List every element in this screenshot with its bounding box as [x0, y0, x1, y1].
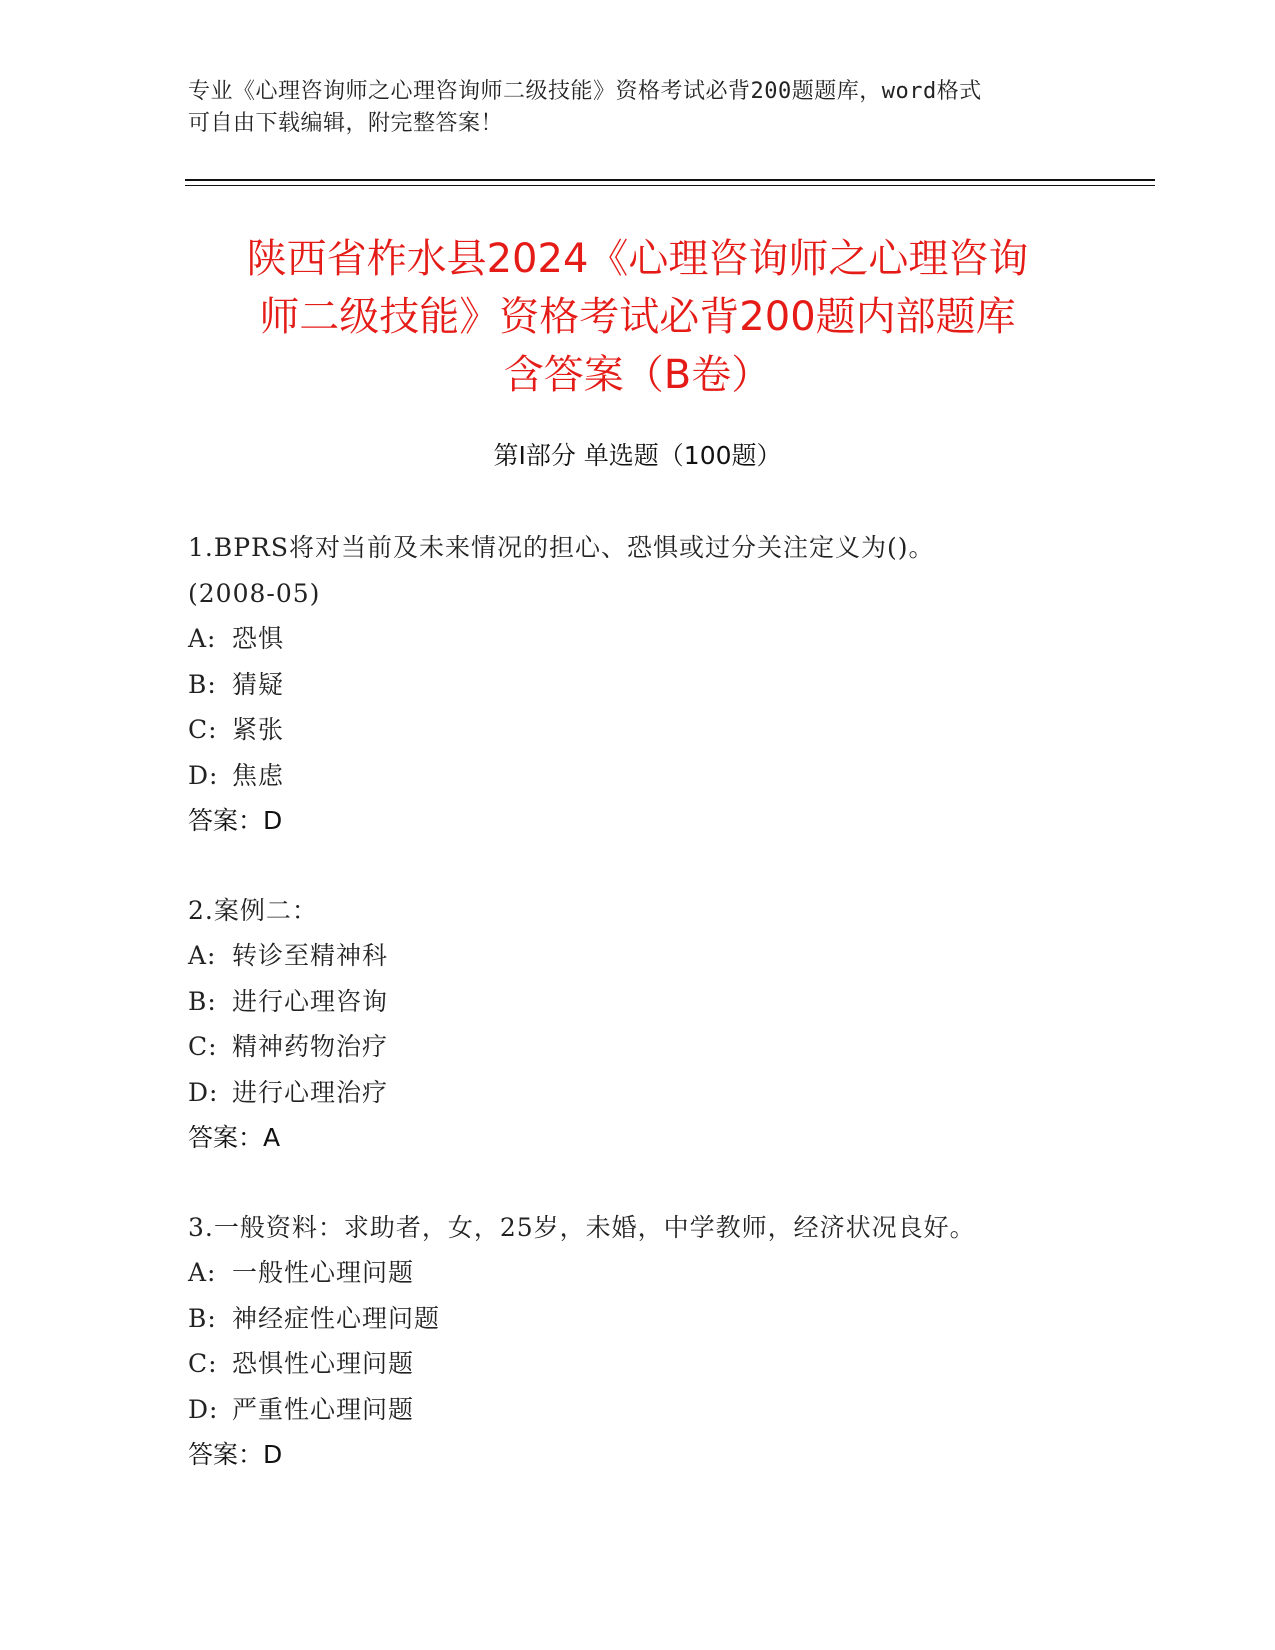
option-letter: A:: [188, 624, 217, 653]
question-3: [188, 1205, 1148, 1478]
header-note-line-1: 专业《心理咨询师之心理咨询师二级技能》资格考试必背200题题库，word格式: [188, 79, 982, 104]
document-title-line-2: 师二级技能》资格考试必背200题内部题库: [259, 294, 1016, 340]
option-a: [188, 1250, 1148, 1296]
option-letter: B:: [188, 986, 217, 1016]
answer-label: 答案：: [188, 1123, 264, 1152]
option-letter: D:: [188, 760, 219, 790]
option-letter: C:: [188, 1349, 218, 1378]
option-c: [188, 1341, 1148, 1387]
option-d: [188, 1070, 1148, 1116]
header-note: [188, 76, 1088, 140]
question-2: [188, 888, 1148, 1161]
question-1: [188, 525, 1148, 844]
option-text: 转诊至精神科: [232, 941, 389, 970]
option-text: 神经症性心理问题: [232, 1303, 441, 1333]
option-c: [188, 707, 1148, 753]
option-letter: A:: [188, 1258, 217, 1287]
option-text: 恐惧性心理问题: [232, 1349, 415, 1378]
answer-value: A: [263, 1123, 281, 1152]
option-b: [188, 979, 1148, 1025]
option-text: 严重性心理问题: [232, 1394, 415, 1424]
answer-line: [188, 798, 1148, 844]
answer-line: [188, 1115, 1148, 1161]
option-text: 恐惧: [232, 624, 285, 653]
option-text: 猜疑: [232, 669, 285, 699]
option-a: [188, 933, 1148, 979]
option-a: [188, 616, 1148, 662]
question-list: [188, 525, 1148, 1522]
option-letter: D:: [188, 1077, 219, 1107]
option-text: 焦虑: [232, 760, 285, 790]
option-letter: D:: [188, 1394, 219, 1424]
answer-label: 答案：: [188, 1440, 264, 1469]
option-text: 进行心理治疗: [232, 1077, 389, 1107]
option-text: 进行心理咨询: [232, 986, 389, 1016]
option-b: [188, 1296, 1148, 1342]
option-text: 一般性心理问题: [232, 1258, 415, 1287]
question-stem: 2.案例二：: [188, 895, 318, 925]
option-text: 精神药物治疗: [232, 1032, 389, 1061]
answer-line: [188, 1432, 1148, 1478]
option-letter: C:: [188, 715, 218, 744]
option-d: [188, 753, 1148, 799]
option-letter: B:: [188, 1303, 217, 1333]
question-stem: 1.BPRS将对当前及未来情况的担心、恐惧或过分关注定义为()。: [188, 533, 935, 562]
option-letter: C:: [188, 1032, 218, 1061]
option-letter: B:: [188, 669, 217, 699]
answer-value: D: [263, 806, 283, 835]
answer-label: 答案：: [188, 806, 264, 835]
section-title: 第Ⅰ部分 单选题（100题）: [493, 441, 782, 470]
document-title-line-3: 含答案（B卷）: [503, 352, 772, 398]
document-title: [150, 230, 1125, 404]
header-note-line-2: 可自由下载编辑，附完整答案！: [188, 111, 504, 136]
question-stem-continued: (2008-05): [188, 578, 321, 608]
question-stem: 3.一般资料：求助者，女，25岁，未婚，中学教师，经济状况良好。: [188, 1212, 976, 1242]
header-rule-thick: [185, 179, 1155, 181]
option-d: [188, 1387, 1148, 1433]
option-b: [188, 662, 1148, 708]
option-text: 紧张: [232, 715, 285, 744]
option-letter: A:: [188, 941, 217, 970]
option-c: [188, 1024, 1148, 1070]
header-rule-thin: [185, 185, 1155, 186]
answer-value: D: [263, 1440, 283, 1469]
document-title-line-1: 陕西省柞水县2024《心理咨询师之心理咨询: [246, 236, 1029, 282]
